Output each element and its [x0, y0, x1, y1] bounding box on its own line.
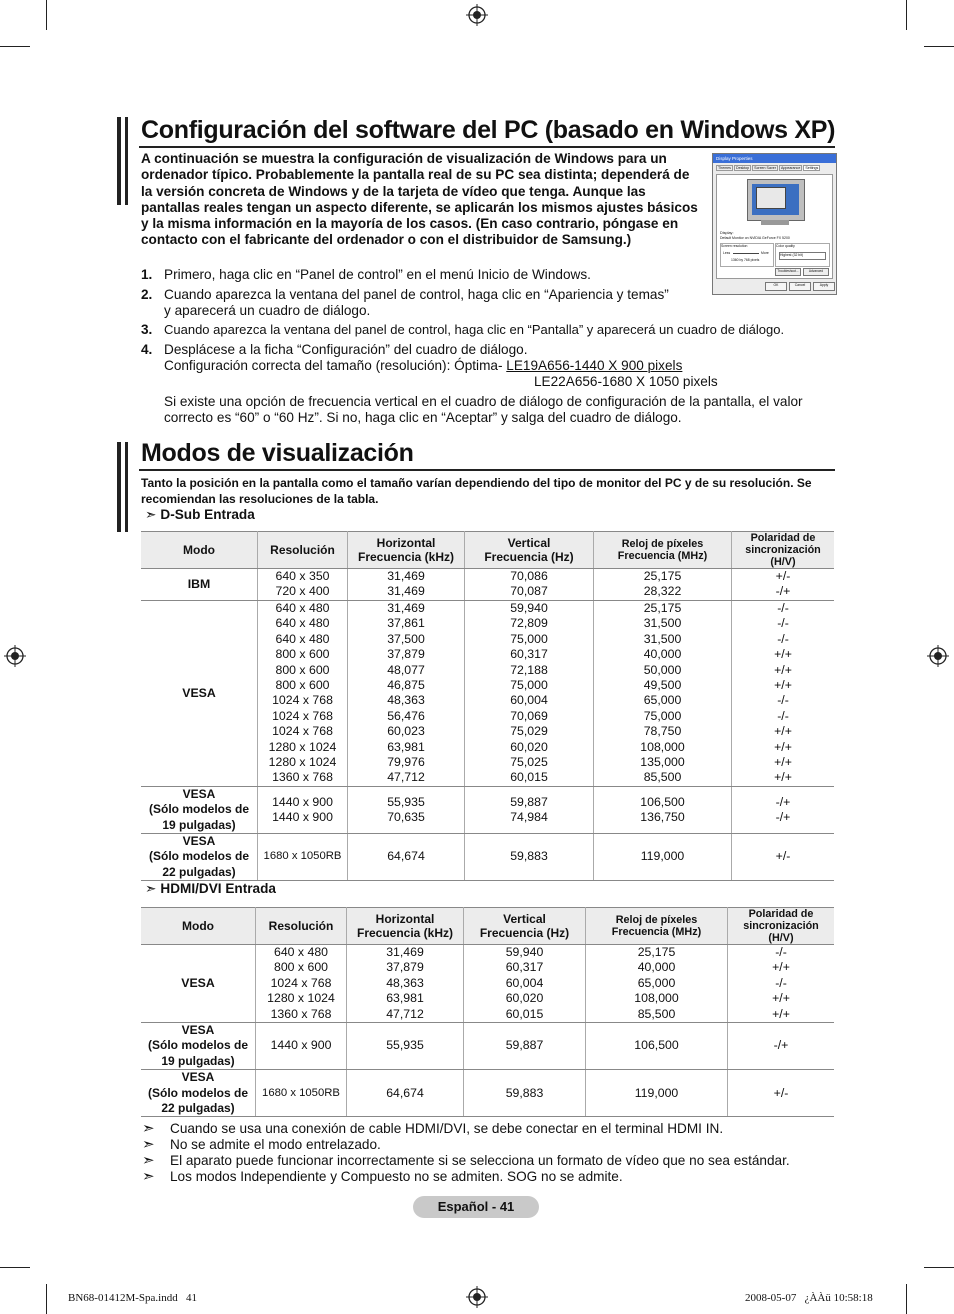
cell-reloj: 119,000 [586, 1070, 728, 1117]
table-row [141, 1023, 834, 1070]
cell-reloj: 106,500 [586, 1023, 728, 1070]
dialog-resolution-group [720, 243, 774, 267]
heading-accent-bar [117, 117, 121, 205]
crop-mark [906, 0, 907, 30]
cell-modo: VESA (Sólo modelos de 22 pulgadas) [141, 834, 258, 881]
display-modes-intro: Tanto la posición en la pantalla como el tamaño varían dependiendo del tipo de monitor del PC y de su resolución. Se recomiendan las resoluciones de la tabla. [141, 476, 812, 506]
crop-mark [0, 46, 30, 47]
cell-polaridad: +/- [728, 1070, 835, 1117]
dialog-tabs [713, 163, 836, 171]
registration-mark-icon [4, 645, 26, 667]
dialog-cancel-button: Cancel [789, 282, 811, 291]
note-text: El aparato puede funcionar incorrectamente si se selecciona un formato de vídeo que no sea estándar. [170, 1153, 790, 1168]
col-horizontal [347, 908, 464, 945]
arrow-icon: ➣ [142, 1152, 155, 1169]
registration-mark-icon [466, 1286, 488, 1308]
cell-modo: VESA [141, 945, 256, 1023]
cell-reloj: 106,500 136,750 [594, 786, 732, 833]
col-reloj [586, 908, 728, 945]
cell-resolucion: 640 x 350 720 x 400 [258, 569, 348, 601]
step-number: 4. [141, 342, 153, 357]
note-text: Los modos Independiente y Compuesto no se admiten. SOG no se admite. [170, 1169, 623, 1184]
col-horizontal-1: Horizontal [375, 912, 435, 926]
col-vertical [464, 908, 586, 945]
col-horizontal-1: Horizontal [376, 536, 436, 550]
cell-vertical: 70,086 70,087 [465, 569, 594, 601]
crop-mark [906, 1284, 907, 1314]
dialog-tab: Themes [718, 166, 731, 170]
dsub-table [141, 531, 834, 881]
crop-mark [924, 1267, 954, 1268]
cell-resolucion: 1440 x 900 1440 x 900 [258, 786, 348, 833]
col-horizontal-2: Frecuencia (kHz) [356, 926, 454, 940]
table-row [141, 786, 834, 833]
dialog-tab: Appearance [780, 166, 801, 170]
cell-resolucion: 1680 x 1050RB [258, 834, 348, 881]
table-row [141, 1070, 834, 1117]
col-polaridad [732, 532, 835, 569]
dialog-tab: Screen Saver [754, 166, 776, 170]
dialog-ok-button: OK [765, 282, 787, 291]
cell-horizontal: 31,469 37,879 48,363 63,981 47,712 [347, 945, 464, 1023]
col-vertical-1: Vertical [503, 912, 546, 926]
col-polaridad [728, 908, 835, 945]
col-resolucion: Resolución [256, 908, 347, 945]
hdmi-heading [145, 881, 276, 897]
dialog-res-value: 1360 by 768 pixels [731, 258, 760, 262]
crop-mark [924, 46, 954, 47]
cell-horizontal: 31,469 37,861 37,500 37,879 48,077 46,875 48,363 56,476 60,023 63,981 79,976 47,712 [348, 600, 465, 786]
step-text: Cuando aparezca la ventana del panel de control, haga clic en “Apariencia y temas” y aparecerá un cuadro de diálogo. [164, 287, 669, 319]
arrow-icon: ➣ [145, 507, 157, 522]
cell-horizontal: 55,935 70,635 [348, 786, 465, 833]
hdmi-table [141, 907, 834, 1117]
heading-accent-bar [125, 117, 128, 205]
dialog-title: Display Properties [716, 156, 753, 161]
dsub-heading [145, 507, 255, 523]
cell-reloj: 119,000 [594, 834, 732, 881]
col-horizontal [348, 532, 465, 569]
section-title-pc-config: Configuración del software del PC (basado en Windows XP) [141, 116, 836, 144]
col-resolucion: Resolución [258, 532, 348, 569]
section-title-display-modes: Modos de visualización [141, 439, 414, 467]
dialog-display-value: Default Monitor on NVIDIA GeForce FX 5200 [720, 236, 790, 240]
crop-mark [0, 1267, 30, 1268]
cell-polaridad: -/+ [728, 1023, 835, 1070]
cell-resolucion: 640 x 480 640 x 480 640 x 480 800 x 600 800 x 600 800 x 600 1024 x 768 1024 x 768 1024 x 768 1280 x 1024 1280 x 1024 1360 x 768 [258, 600, 348, 786]
cell-polaridad: -/+ -/+ [732, 786, 835, 833]
col-vertical-2: Frecuencia (Hz) [479, 926, 570, 940]
footer-file-info: BN68-01412M-Spa.indd 41 [68, 1292, 197, 1304]
col-polaridad-2: sincronización (H/V) [743, 920, 819, 944]
arrow-icon: ➣ [142, 1120, 155, 1137]
cell-modo: VESA (Sólo modelos de 22 pulgadas) [141, 1070, 256, 1117]
title-rule [139, 146, 835, 148]
registration-mark-icon [466, 4, 488, 26]
cell-vertical: 59,887 74,984 [465, 786, 594, 833]
table-row [141, 569, 834, 601]
crop-mark [46, 0, 47, 30]
dialog-less: Less [723, 251, 731, 255]
dialog-troubleshoot-button: Troubleshoot... [775, 268, 801, 276]
crop-mark [46, 1284, 47, 1314]
cell-resolucion: 1680 x 1050RB [256, 1070, 347, 1117]
col-vertical [465, 532, 594, 569]
dialog-tab: Desktop [735, 166, 750, 170]
col-reloj [594, 532, 732, 569]
resolution-19: LE19A656-1440 X 900 pixels [506, 358, 683, 373]
footer-timestamp: 2008-05-07 ¿ÀÀü 10:58:18 [745, 1292, 873, 1304]
cell-vertical: 59,883 [464, 1070, 586, 1117]
cell-resolucion: 1440 x 900 [256, 1023, 347, 1070]
col-polaridad-1: Polaridad de [748, 908, 814, 920]
cell-vertical: 59,940 72,809 75,000 60,317 72,188 75,000 60,004 70,069 75,029 60,020 75,025 60,015 [465, 600, 594, 786]
intro-paragraph: A continuación se muestra la configuración de visualización de Windows para un ordenador típico. Probablemente la pantalla real de su PC sea distinta; dependerá de la versión concreta de Windows y de la tarjeta de vídeo que tenga. Aunque las pantallas reales tengan un aspecto diferente, se aplicarán los mismos ajustes básicos y la misma información en la mayoría de los casos. (En caso contrario, póngase en contacto con el fabricante del ordenador o con el distribuidor de Samsung.) [141, 151, 698, 248]
cell-vertical: 59,940 60,317 60,004 60,020 60,015 [464, 945, 586, 1023]
note-text: Cuando se usa una conexión de cable HDMI/DVI, se debe conectar en el terminal HDMI IN. [170, 1121, 724, 1136]
dialog-color-group [775, 243, 830, 267]
page-number-badge: Español - 41 [413, 1196, 539, 1218]
step-text: Desplácese a la ficha “Configuración” del cuadro de diálogo. [164, 342, 528, 357]
cell-polaridad: +/- [732, 834, 835, 881]
col-vertical-1: Vertical [507, 536, 551, 550]
cell-horizontal: 64,674 [347, 1070, 464, 1117]
cell-horizontal: 31,469 31,469 [348, 569, 465, 601]
arrow-icon: ➣ [145, 881, 157, 896]
col-polaridad-2: sincronización (H/V) [745, 544, 821, 568]
col-modo: Modo [141, 532, 258, 569]
step-number: 3. [141, 322, 153, 337]
col-modo: Modo [141, 908, 256, 945]
cell-vertical: 59,887 [464, 1023, 586, 1070]
dialog-tab: Settings [805, 166, 819, 170]
step-number: 2. [141, 287, 153, 302]
dialog-more: More [761, 251, 769, 255]
resolution-slider [733, 253, 759, 254]
dialog-resolution-label: Screen resolution [721, 244, 748, 248]
note-text: No se admite el modo entrelazado. [170, 1137, 381, 1152]
col-reloj-2: Frecuencia (MHz) [617, 550, 708, 562]
step-text: Primero, haga clic en “Panel de control” en el menú Inicio de Windows. [164, 267, 591, 282]
cell-modo: VESA [141, 600, 258, 786]
cell-polaridad: +/- -/+ [732, 569, 835, 601]
dialog-display-label: Display: [720, 231, 734, 235]
step-number: 1. [141, 267, 153, 282]
cell-reloj: 25,175 28,322 [594, 569, 732, 601]
cell-horizontal: 55,935 [347, 1023, 464, 1070]
dialog-titlebar [713, 154, 836, 163]
resolution-line [164, 358, 682, 374]
dialog-apply-button: Apply [813, 282, 835, 291]
col-vertical-2: Frecuencia (Hz) [484, 550, 574, 564]
table-row [141, 834, 834, 881]
cell-modo: IBM [141, 569, 258, 601]
col-reloj-2: Frecuencia (MHz) [611, 926, 702, 938]
col-polaridad-1: Polaridad de [750, 532, 816, 544]
cell-modo: VESA (Sólo modelos de 19 pulgadas) [141, 1023, 256, 1070]
col-reloj-1: Reloj de píxeles [621, 538, 704, 550]
frequency-note: Si existe una opción de frecuencia vertical en el cuadro de diálogo de configuración de la pantalla, el valor correcto es “60” o “60 Hz”. Si no, haga clic en “Aceptar” y salga del cuadro de diálogo. [164, 394, 803, 426]
dialog-color-label: Color quality [776, 244, 795, 248]
cell-polaridad: -/- +/+ -/- +/+ +/+ [728, 945, 835, 1023]
cell-resolucion: 640 x 480 800 x 600 1024 x 768 1280 x 1024 1360 x 768 [256, 945, 347, 1023]
cell-modo: VESA (Sólo modelos de 19 pulgadas) [141, 786, 258, 833]
arrow-icon: ➣ [142, 1136, 155, 1153]
cell-horizontal: 64,674 [348, 834, 465, 881]
col-reloj-1: Reloj de píxeles [615, 914, 698, 926]
monitor-preview-icon [747, 179, 805, 221]
col-horizontal-2: Frecuencia (kHz) [357, 550, 455, 564]
cell-reloj: 25,175 40,000 65,000 108,000 85,500 [586, 945, 728, 1023]
heading-accent-bar [117, 442, 121, 532]
resolution-label: Configuración correcta del tamaño (resolución): Óptima- [164, 358, 503, 373]
dialog-panel [716, 174, 833, 279]
cell-vertical: 59,883 [465, 834, 594, 881]
hdmi-label: HDMI/DVI Entrada [160, 881, 276, 896]
dialog-advanced-button: Advanced [803, 268, 829, 276]
heading-accent-bar [125, 442, 128, 532]
arrow-icon: ➣ [142, 1168, 155, 1185]
dsub-label: D-Sub Entrada [160, 507, 255, 522]
table-row [141, 945, 834, 1023]
cell-reloj: 25,175 31,500 31,500 40,000 50,000 49,500 65,000 75,000 78,750 108,000 135,000 85,500 [594, 600, 732, 786]
resolution-22: LE22A656-1680 X 1050 pixels [534, 374, 718, 389]
title-rule [139, 469, 835, 471]
cell-polaridad: -/- -/- -/- +/+ +/+ +/+ -/- -/- +/+ +/+ +/+ +/+ [732, 600, 835, 786]
dialog-color-select: Highest (32 bit) [779, 252, 826, 260]
registration-mark-icon [927, 645, 949, 667]
display-properties-dialog-image [712, 153, 837, 295]
step-text: Cuando aparezca la ventana del panel de control, haga clic en “Pantalla” y aparecerá un cuadro de diálogo. [164, 322, 785, 337]
table-row [141, 600, 834, 786]
